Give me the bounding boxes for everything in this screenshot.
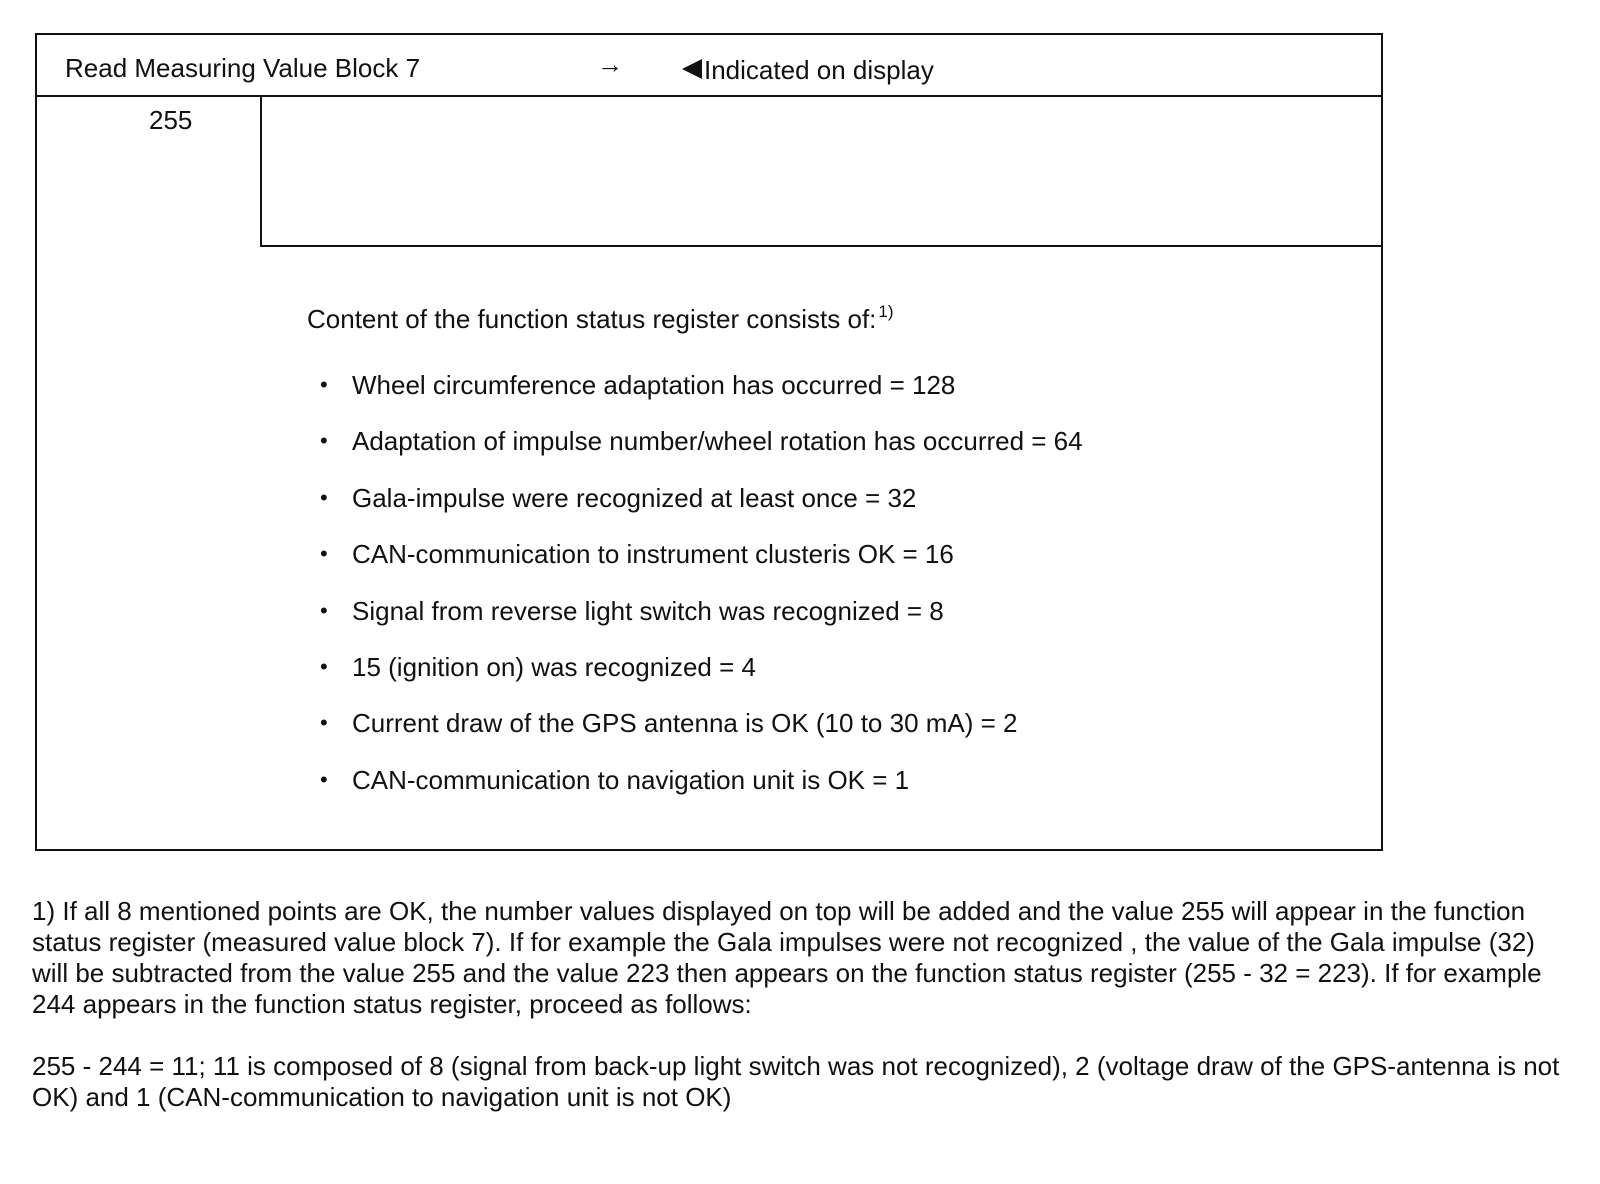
bullet-icon: • [320, 541, 328, 567]
bullet-icon: • [320, 653, 328, 679]
footnote-reference: 1) [878, 302, 894, 321]
table-header-row [37, 35, 1381, 97]
list-item-text: Adaptation of impulse number/wheel rotation has occurred = 64 [352, 426, 1083, 457]
list-item [312, 539, 1083, 595]
list-item-text: Signal from reverse light switch was recognized = 8 [352, 595, 944, 626]
footnote-example: 255 - 244 = 11; 11 is composed of 8 (signal from back-up light switch was not recognized), 2 (voltage draw of the GPS-antenna is not OK) and 1 (CAN-communication to navigation unit is not OK) [32, 1051, 1560, 1112]
display-label: Indicated on display [704, 55, 934, 85]
list-item-text: CAN-communication to instrument clusteris OK = 16 [352, 539, 954, 570]
bullet-icon: • [320, 484, 328, 510]
bullet-icon: • [320, 428, 328, 454]
footnote [32, 896, 1572, 1113]
display-area [260, 97, 1383, 247]
list-item [312, 708, 1083, 764]
footnote-paragraph: 1) If all 8 mentioned points are OK, the number values displayed on top will be added and the value 255 will appear in the function status register (measured value block 7). If for example the Gala impulses were not recognized , the value of the Gala impulse (32) will be subtracted from the value 255 and the value 223 then appears on the function status register (255 - 32 = 223). If for example 244 appears in the function status register, proceed as follows: [32, 896, 1542, 1019]
bullet-icon: • [320, 766, 328, 792]
list-item [312, 765, 1083, 821]
list-item-text: Wheel circumference adaptation has occurred = 128 [352, 370, 956, 400]
measured-value: 255 [149, 105, 193, 135]
table-title: Read Measuring Value Block 7 [65, 53, 421, 83]
bullet-icon: • [320, 372, 328, 397]
bullet-icon: • [320, 597, 328, 623]
list-item [312, 596, 1083, 652]
bullet-icon: • [320, 710, 328, 736]
display-pointer-icon [682, 59, 702, 79]
list-item-text: 15 (ignition on) was recognized = 4 [352, 651, 756, 682]
list-item-text: Current draw of the GPS antenna is OK (10 to 30 mA) = 2 [352, 708, 1018, 739]
content-intro-text: Content of the function status register consists of: [307, 304, 877, 334]
list-item-text: Gala-impulse were recognized at least once = 32 [352, 482, 917, 513]
measuring-value-table [35, 33, 1383, 851]
list-item [312, 483, 1083, 539]
list-item [312, 426, 1083, 482]
list-item [312, 652, 1083, 708]
list-item-text: CAN-communication to navigation unit is OK = 1 [352, 764, 910, 795]
status-bit-list [312, 370, 1083, 821]
content-intro [307, 302, 894, 335]
list-item [312, 370, 1083, 426]
right-arrow-icon: → [597, 49, 623, 79]
